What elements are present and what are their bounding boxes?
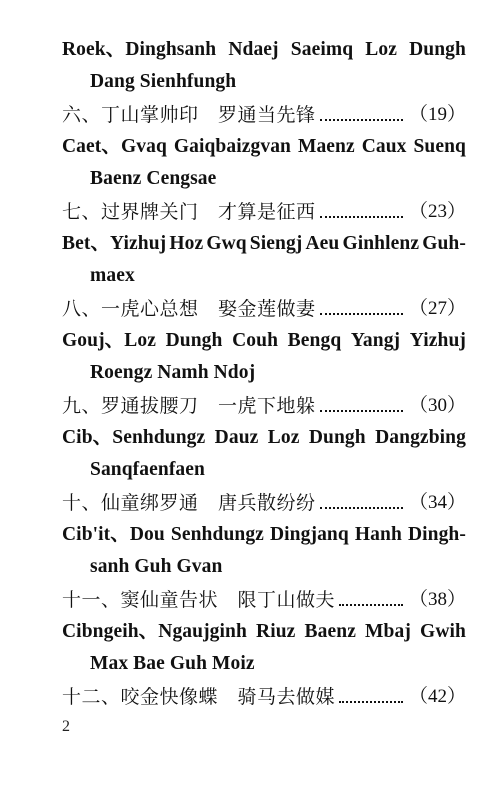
toc-word: Aeu	[305, 233, 340, 254]
toc-page-ref: （42）	[408, 686, 466, 707]
toc-word: Loz	[267, 427, 300, 448]
toc-chinese-entry	[62, 100, 466, 130]
toc-chinese-entry	[62, 391, 466, 421]
toc-page-ref: （34）	[408, 492, 466, 513]
toc-chinese-title: 十、仙童绑罗通 唐兵散纷纷	[62, 492, 316, 514]
toc-word: Yangj	[350, 330, 401, 351]
toc-chinese-entry	[62, 585, 466, 615]
toc-word: Ginhlenz	[342, 233, 420, 254]
toc-word: Baenz	[304, 621, 356, 642]
toc-leader-dots	[339, 701, 403, 703]
toc-chinese-title: 七、过界牌关门 才算是征西	[62, 201, 316, 223]
toc-word: Dingjanq	[269, 524, 349, 545]
toc-word: Maenz	[297, 136, 355, 157]
toc-word: Bet、Yizhuj	[62, 233, 167, 254]
toc-word: Loz	[365, 39, 397, 60]
toc-latin-line-continued: sanh Guh Gvan	[90, 556, 223, 577]
toc-chinese-title: 八、一虎心总想 娶金莲做妻	[62, 298, 316, 320]
toc-latin-line	[62, 423, 466, 453]
toc-word: Gouj、Loz	[62, 330, 156, 351]
toc-latin-line	[62, 520, 466, 550]
toc-word: Dungh	[308, 427, 366, 448]
toc-word: Bengq	[287, 330, 342, 351]
toc-latin-line	[62, 229, 466, 259]
toc-word: Hanh	[354, 524, 402, 545]
toc-word: Dauz	[214, 427, 259, 448]
toc-page-ref: （30）	[408, 395, 466, 416]
toc-latin-line-continued: Sanqfaenfaen	[90, 459, 205, 480]
toc-word: Couh	[232, 330, 279, 351]
toc-latin-line-continued: maex	[90, 265, 135, 286]
toc-chinese-title: 九、罗通拔腰刀 一虎下地躲	[62, 395, 316, 417]
toc-word: Roek、Dinghsanh	[62, 39, 217, 60]
toc-chinese-entry	[62, 294, 466, 324]
toc-word: Cib、Senhdungz	[62, 427, 206, 448]
toc-word: Suenq	[413, 136, 466, 157]
toc-chinese-entry	[62, 682, 466, 712]
toc-latin-line-continued: Baenz Cengsae	[90, 168, 217, 189]
toc-latin-line-continued: Max Bae Guh Moiz	[90, 653, 255, 674]
toc-page-ref: （19）	[408, 104, 466, 125]
toc-page-ref: （23）	[408, 201, 466, 222]
toc-latin-line	[62, 35, 466, 65]
toc-word: Dungh	[409, 39, 466, 60]
toc-word: Caux	[361, 136, 407, 157]
toc-chinese-entry	[62, 197, 466, 227]
toc-leader-dots	[320, 410, 403, 412]
toc-leader-dots	[320, 313, 403, 315]
toc-chinese-title: 六、丁山掌帅印 罗通当先锋	[62, 104, 316, 126]
toc-word: Saeimq	[290, 39, 354, 60]
toc-word: Guh-	[422, 233, 466, 254]
toc-leader-dots	[320, 216, 403, 218]
toc-word: Gwih	[420, 621, 466, 642]
toc-latin-line	[62, 326, 466, 356]
toc-word: Gwq	[206, 233, 247, 254]
toc-leader-dots	[339, 604, 403, 606]
toc-chinese-title: 十一、窦仙童告状 限丁山做夫	[62, 589, 336, 611]
toc-page-ref: （27）	[408, 298, 466, 319]
toc-word: Yizhuj	[409, 330, 466, 351]
toc-word: Cib'it、Dou	[62, 524, 165, 545]
toc-word: Ndaej	[228, 39, 279, 60]
toc-latin-line	[62, 617, 466, 647]
toc-word: Dingh-	[407, 524, 466, 545]
toc-latin-line	[62, 132, 466, 162]
toc-leader-dots	[320, 119, 403, 121]
toc-word: Cibngeih、Ngaujginh	[62, 621, 247, 642]
toc-leader-dots	[320, 507, 403, 509]
toc-word: Riuz	[256, 621, 296, 642]
toc-word: Siengj	[249, 233, 303, 254]
toc-word: Senhdungz	[170, 524, 264, 545]
toc-word: Caet、Gvaq	[62, 136, 167, 157]
page-number: 2	[62, 718, 70, 735]
toc-chinese-title: 十二、咬金快像蝶 骑马去做媒	[62, 686, 336, 708]
toc-word: Dangzbing	[375, 427, 466, 448]
toc-page-ref: （38）	[408, 589, 466, 610]
toc-word: Gaiqbaizgvan	[173, 136, 291, 157]
toc-word: Hoz	[169, 233, 204, 254]
toc-latin-line-continued: Roengz Namh Ndoj	[90, 362, 256, 383]
toc-word: Mbaj	[365, 621, 411, 642]
toc-latin-line-continued: Dang Sienhfungh	[90, 71, 237, 92]
toc-word: Dungh	[165, 330, 223, 351]
toc-chinese-entry	[62, 488, 466, 518]
